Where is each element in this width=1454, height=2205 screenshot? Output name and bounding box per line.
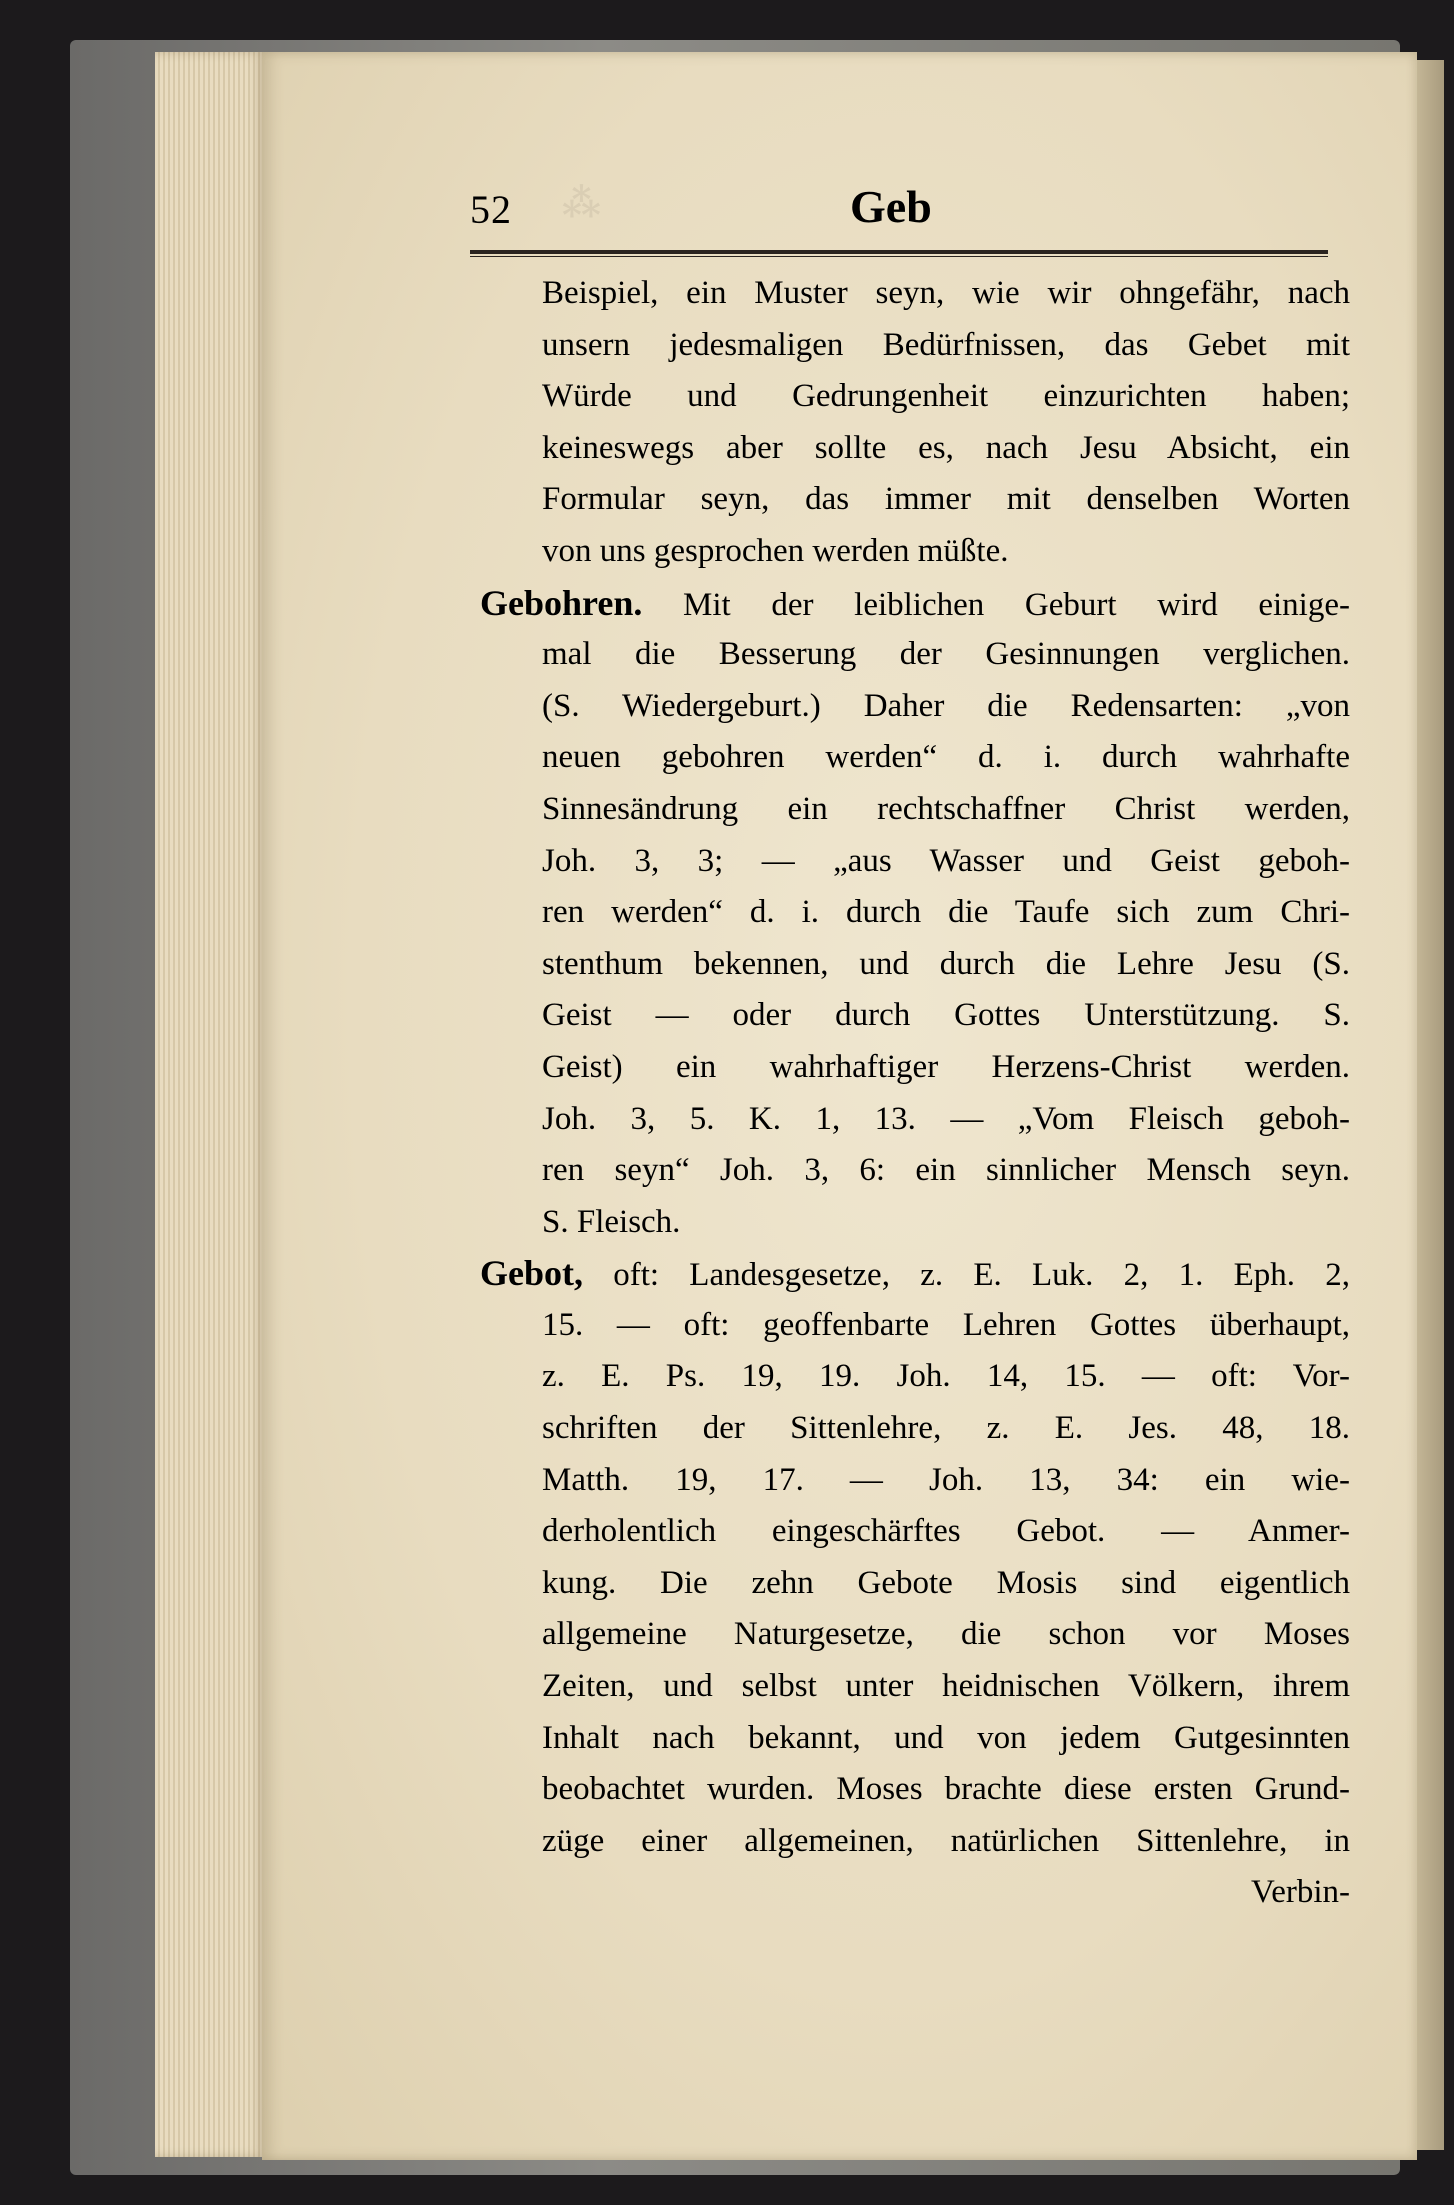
line-text: Joh. 3, 3; — „aus Wasser und Geist geboh- [542,842,1350,879]
text-line [480,320,1350,372]
show-through-text: ⁂ [562,180,601,225]
entry-headword: Gebot, [480,1253,583,1294]
text-line [480,1661,1350,1713]
line-text: 15. — oft: geoffenbarte Lehren Gottes überhaupt, [542,1306,1350,1343]
line-text: ren werden“ d. i. durch die Taufe sich zum Chri- [542,894,1350,931]
text-line [480,1351,1350,1403]
line-text: Mit der leiblichen Geburt wird einige- [642,586,1350,623]
text-line [480,939,1350,991]
text-line [480,784,1350,836]
line-text: Joh. 3, 5. K. 1, 13. — „Vom Fleisch geboh- [542,1100,1350,1137]
body-text [480,268,1350,1919]
text-line [480,423,1350,475]
running-head-word: Geb [850,181,932,232]
line-text: Matth. 19, 17. — Joh. 13, 34: ein wie- [542,1461,1350,1498]
text-line [480,836,1350,888]
line-text: unsern jedesmaligen Bedürfnissen, das Gebet mit [542,326,1350,363]
line-text: oft: Landesgesetze, z. E. Luk. 2, 1. Eph. 2, [583,1257,1350,1294]
entry-line [480,578,1350,630]
line-text: allgemeine Naturgesetze, die schon vor Moses [542,1616,1350,1653]
text-line [480,268,1350,320]
line-text: S. Fleisch. [542,1203,681,1240]
line-text: Sinnesändrung ein rechtschaffner Christ werden, [542,790,1350,827]
line-text: stenthum bekennen, und durch die Lehre Jesu (S. [542,945,1350,982]
text-line [480,1816,1350,1868]
text-line [480,990,1350,1042]
line-text: keineswegs aber sollte es, nach Jesu Absicht, ein [542,429,1350,466]
line-text: Geist) ein wahrhaftiger Herzens-Christ werden. [542,1048,1350,1085]
text-line [480,1300,1350,1352]
entry-line [480,1248,1350,1300]
line-text: Formular seyn, das immer mit denselben Worten [542,481,1350,518]
page-edges [155,52,265,2157]
line-text: beobachtet wurden. Moses brachte diese ersten Grund- [542,1771,1350,1808]
line-text: Zeiten, und selbst unter heidnischen Völkern, ihrem [542,1668,1350,1705]
line-text: Würde und Gedrungenheit einzurichten haben; [542,378,1350,415]
text-line [480,1558,1350,1610]
line-text: von uns gesprochen werden müßte. [542,532,1009,569]
line-text: schriften der Sittenlehre, z. E. Jes. 48, 18. [542,1410,1350,1447]
line-text: züge einer allgemeinen, natürlichen Sittenlehre, in [542,1822,1350,1859]
line-text: (S. Wiedergeburt.) Daher die Redensarten: „von [542,687,1350,724]
text-line [480,1764,1350,1816]
text-line [480,732,1350,784]
text-line [480,1713,1350,1765]
line-text: Beispiel, ein Muster seyn, wie wir ohngefähr, nach [542,275,1350,311]
line-text: derholentlich eingeschärftes Gebot. — Anmer- [542,1513,1350,1550]
text-line [480,887,1350,939]
line-text: kung. Die zehn Gebote Mosis sind eigentlich [542,1564,1350,1601]
running-head [470,178,1330,248]
text-line [480,681,1350,733]
header-rule [470,250,1328,257]
text-line [480,371,1350,423]
text-line [480,526,1350,578]
line-text: ren seyn“ Joh. 3, 6: ein sinnlicher Mensch seyn. [542,1152,1350,1189]
line-text: Geist — oder durch Gottes Unterstützung. S. [542,997,1350,1034]
entry-headword: Gebohren. [480,582,643,623]
text-line [480,1403,1350,1455]
text-line [480,629,1350,681]
text-line [480,1197,1350,1249]
catchword: Verbin- [1251,1874,1350,1911]
text-line [480,1455,1350,1507]
text-line [480,1094,1350,1146]
text-line [480,1609,1350,1661]
text-line [480,1506,1350,1558]
text-line [480,474,1350,526]
line-text: neuen gebohren werden“ d. i. durch wahrhafte [542,739,1350,776]
text-line [480,1145,1350,1197]
line-text: mal die Besserung der Gesinnungen verglichen. [542,636,1350,673]
line-text: z. E. Ps. 19, 19. Joh. 14, 15. — oft: Vor- [542,1358,1350,1395]
line-text: Inhalt nach bekannt, und von jedem Gutgesinnten [542,1719,1350,1756]
text-line [480,1042,1350,1094]
page-number: 52 [470,187,512,232]
